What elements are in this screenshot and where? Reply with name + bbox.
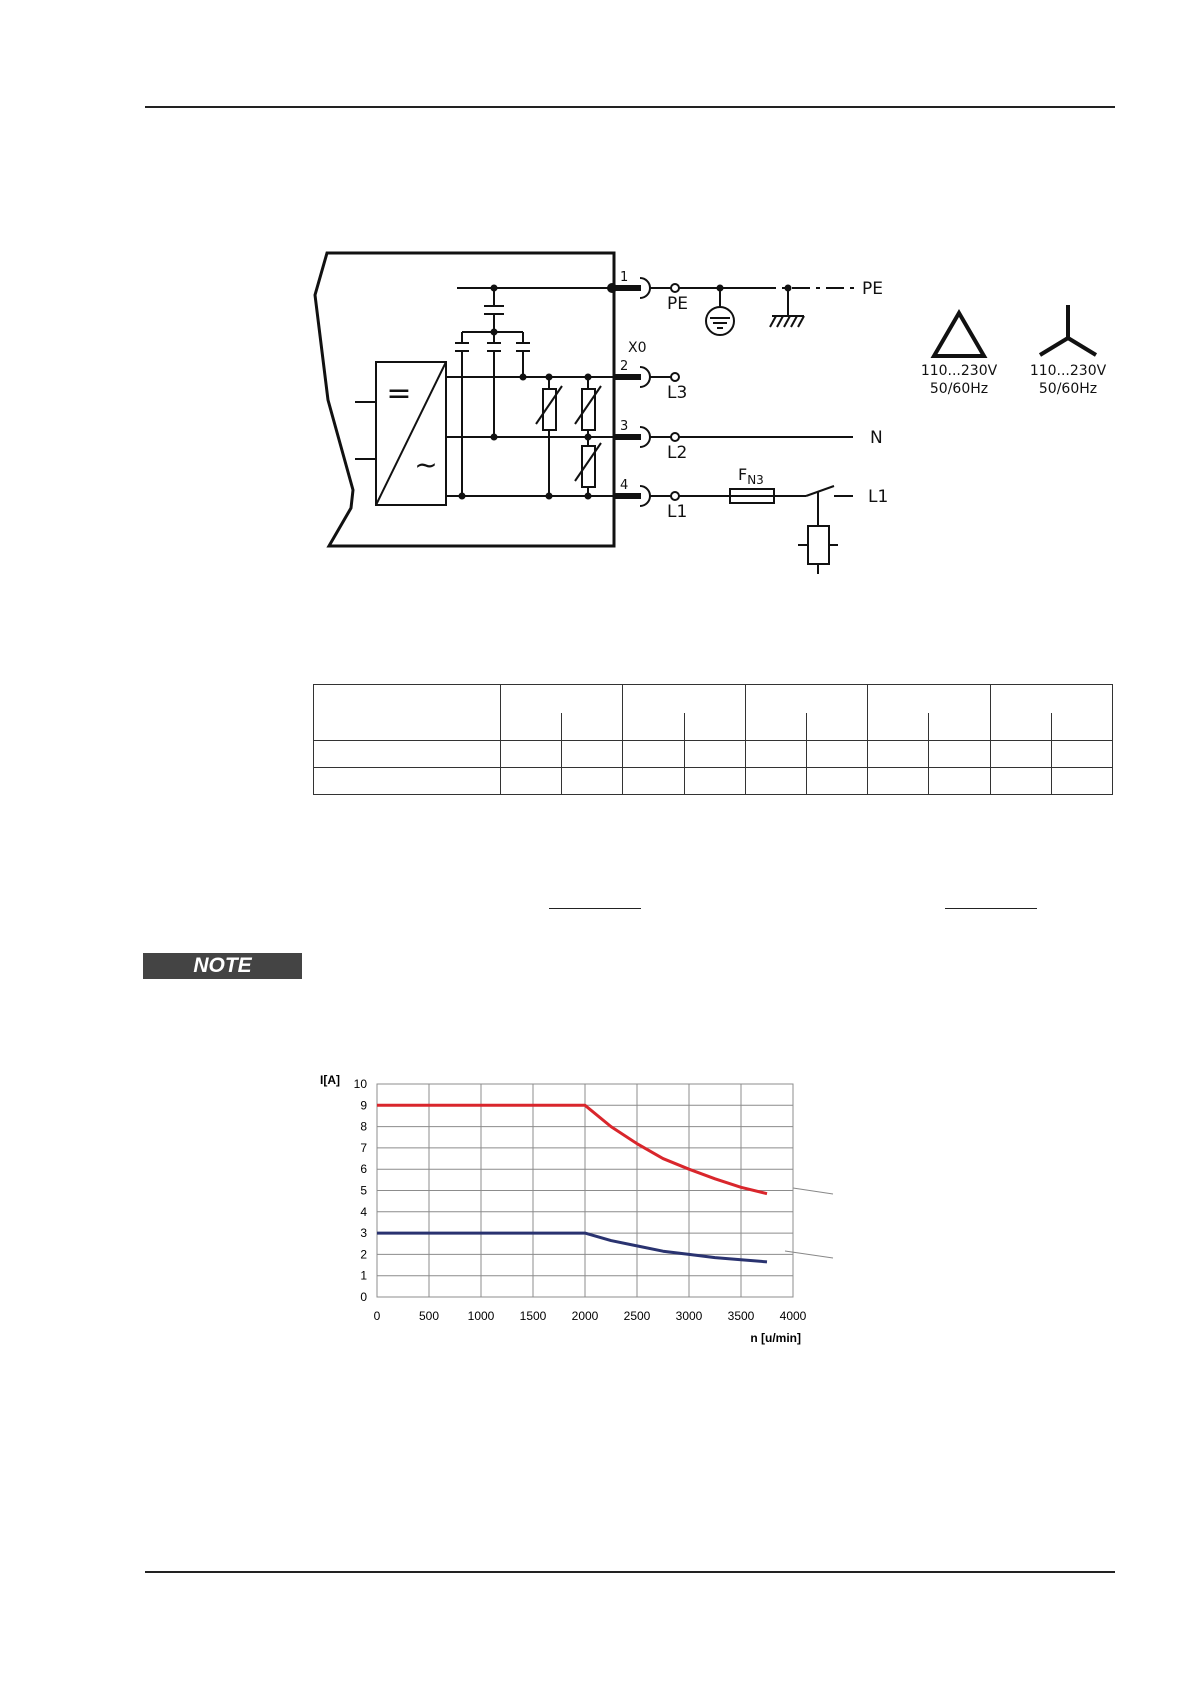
pin-label-l3: L3 (667, 383, 688, 403)
current-speed-chart (300, 1070, 860, 1360)
chassis-ground-icon (770, 288, 804, 327)
fuse-label: $F_{N3}$ (738, 465, 764, 487)
x-tick-label: 1500 (519, 1309, 547, 1323)
line-label-l1: L1 (868, 487, 889, 507)
x-tick-label: 4000 (779, 1309, 807, 1323)
star-icon (1040, 305, 1096, 355)
series-leader-upper (793, 1188, 833, 1194)
y-tick-label: 0 (360, 1290, 367, 1304)
svg-text:50/60Hz: 50/60Hz (1038, 381, 1098, 397)
y-tick-label: 10 (353, 1077, 367, 1091)
terminal-4 (614, 478, 650, 506)
dc-symbol: = (386, 376, 412, 411)
x-tick-label: 3000 (675, 1309, 703, 1323)
terminal-2 (614, 359, 650, 387)
y-tick-label: 1 (360, 1268, 367, 1283)
y-axis-label: I[A] (320, 1073, 340, 1087)
x-tick-label: 3500 (727, 1309, 755, 1323)
svg-text:3: 3 (620, 419, 629, 434)
y-tick-label: 8 (360, 1119, 367, 1134)
line-label-pe: PE (862, 279, 883, 299)
x-tick-label: 1000 (467, 1309, 495, 1323)
series-line-upper (377, 1105, 767, 1193)
ac-symbol: ~ (414, 448, 438, 481)
pin-label-l1: L1 (667, 502, 688, 522)
data-table (313, 684, 1113, 795)
x-tick-label: 500 (418, 1309, 440, 1323)
x-tick-label: 2500 (623, 1309, 651, 1323)
delta-icon (934, 313, 984, 356)
y-tick-label: 6 (360, 1162, 367, 1177)
pin-label-l2: L2 (667, 443, 688, 463)
y-tick-label: 3 (360, 1226, 367, 1241)
contactor (798, 486, 838, 574)
terminal-1 (614, 270, 650, 298)
underline-left (549, 908, 641, 909)
x-tick-label: 0 (373, 1309, 381, 1323)
y-tick-label: 5 (360, 1183, 367, 1198)
y-tick-label: 7 (360, 1140, 367, 1155)
svg-text:1: 1 (620, 270, 629, 285)
delta-connection (921, 313, 998, 397)
svg-text:2: 2 (620, 359, 629, 374)
series-line-lower (377, 1233, 767, 1262)
device-housing (315, 253, 614, 546)
x-tick-label: 2000 (571, 1309, 599, 1323)
x-axis-label: n [u/min] (750, 1331, 801, 1345)
y-tick-label: 4 (360, 1204, 367, 1219)
terminal-3 (614, 419, 650, 447)
svg-text:110...230V: 110...230V (1029, 363, 1107, 379)
y-tick-label: 9 (360, 1098, 367, 1113)
svg-text:4: 4 (620, 478, 629, 493)
line-label-n: N (870, 428, 883, 448)
star-connection (1030, 305, 1107, 397)
underline-right (945, 908, 1037, 909)
wiring-diagram (0, 0, 1191, 600)
svg-text:110...230V: 110...230V (920, 363, 998, 379)
protective-earth-icon (706, 288, 734, 335)
footer-rule (145, 1571, 1115, 1573)
y-tick-label: 2 (360, 1247, 367, 1262)
note-badge: NOTE (143, 953, 302, 979)
svg-text:50/60Hz: 50/60Hz (929, 381, 989, 397)
terminal-block-label: X0 (628, 340, 647, 356)
pin-label-pe: PE (667, 294, 688, 314)
